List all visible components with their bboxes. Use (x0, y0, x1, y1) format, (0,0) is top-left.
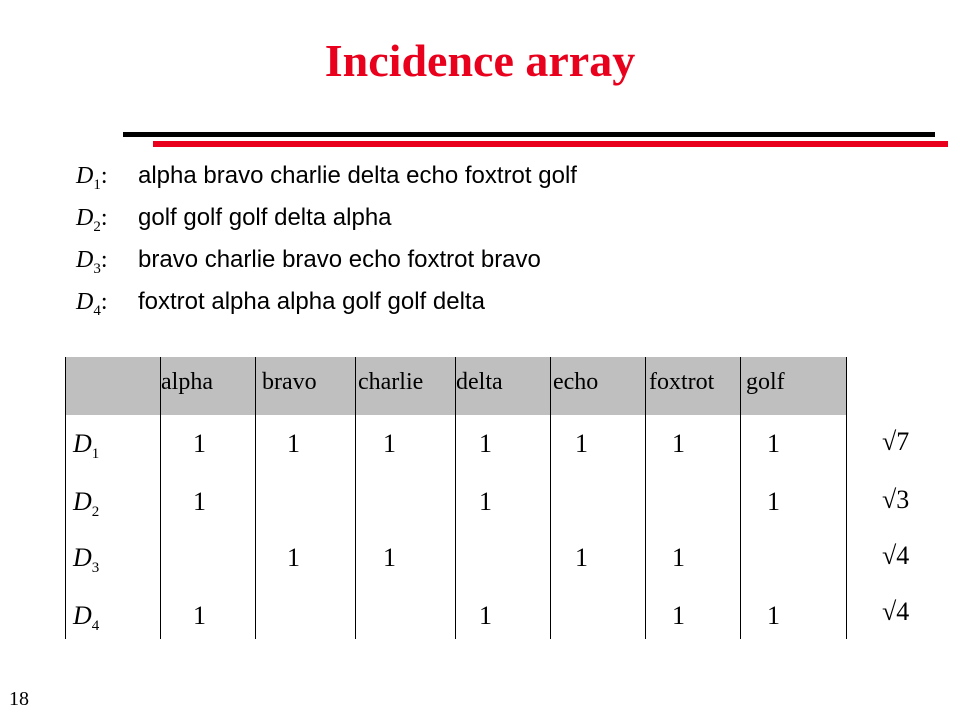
document-item (76, 204, 577, 246)
table-cell: 1 (767, 429, 780, 458)
column-divider (455, 357, 456, 639)
table-cell: 1 (287, 429, 300, 458)
column-divider (255, 357, 256, 639)
table-cell: 1 (383, 429, 396, 458)
table-cell: 1 (193, 601, 206, 630)
table-cell: 1 (767, 601, 780, 630)
row-label: $D_4$ (73, 601, 100, 635)
column-header: charlie (358, 369, 424, 395)
table-cell: 1 (575, 543, 588, 572)
column-divider (550, 357, 551, 639)
document-label: $D_1$: (76, 163, 108, 193)
column-divider (740, 357, 741, 639)
column-divider (160, 357, 161, 639)
document-item (76, 288, 577, 330)
column-header: foxtrot (649, 369, 715, 395)
document-item (76, 246, 577, 288)
document-list (76, 162, 577, 330)
document-label: $D_3$: (76, 247, 108, 277)
table-cell: 1 (479, 487, 492, 516)
document-text: golf golf golf delta alpha (138, 204, 392, 231)
row-label: $D_1$ (73, 429, 100, 463)
document-label: $D_2$: (76, 205, 108, 235)
column-divider (355, 357, 356, 639)
table-cell: 1 (479, 601, 492, 630)
column-header: bravo (262, 369, 317, 395)
column-header: echo (553, 369, 599, 395)
table-cell: 1 (383, 543, 396, 572)
table-cell: 1 (193, 429, 206, 458)
table-cell: 1 (672, 601, 685, 630)
title-divider-black (123, 132, 935, 137)
row-label: $D_2$ (73, 487, 100, 521)
table-cell: 1 (575, 429, 588, 458)
table-cell: 1 (479, 429, 492, 458)
incidence-table (65, 357, 847, 639)
row-norm: √3 (882, 485, 910, 514)
table-cell: 1 (767, 487, 780, 516)
column-header: golf (746, 369, 785, 395)
table-cell: 1 (193, 487, 206, 516)
slide-title: Incidence array (324, 35, 636, 86)
table-border (65, 357, 66, 639)
document-text: bravo charlie bravo echo foxtrot bravo (138, 246, 541, 273)
row-label: $D_3$ (73, 543, 100, 577)
row-norm: √4 (882, 597, 910, 626)
table-cell: 1 (672, 429, 685, 458)
table-border (846, 357, 847, 639)
document-label: $D_4$: (76, 289, 108, 319)
document-item (76, 162, 577, 204)
document-text: alpha bravo charlie delta echo foxtrot golf (138, 162, 577, 189)
table-cell: 1 (672, 543, 685, 572)
column-divider (645, 357, 646, 639)
column-header: delta (456, 369, 503, 395)
row-norm: √7 (882, 427, 910, 456)
page-number: 18 (9, 688, 29, 710)
title-divider-red (153, 141, 948, 147)
row-norm: √4 (882, 541, 910, 570)
column-header: alpha (161, 369, 213, 395)
table-cell: 1 (287, 543, 300, 572)
document-text: foxtrot alpha alpha golf golf delta (138, 288, 485, 315)
